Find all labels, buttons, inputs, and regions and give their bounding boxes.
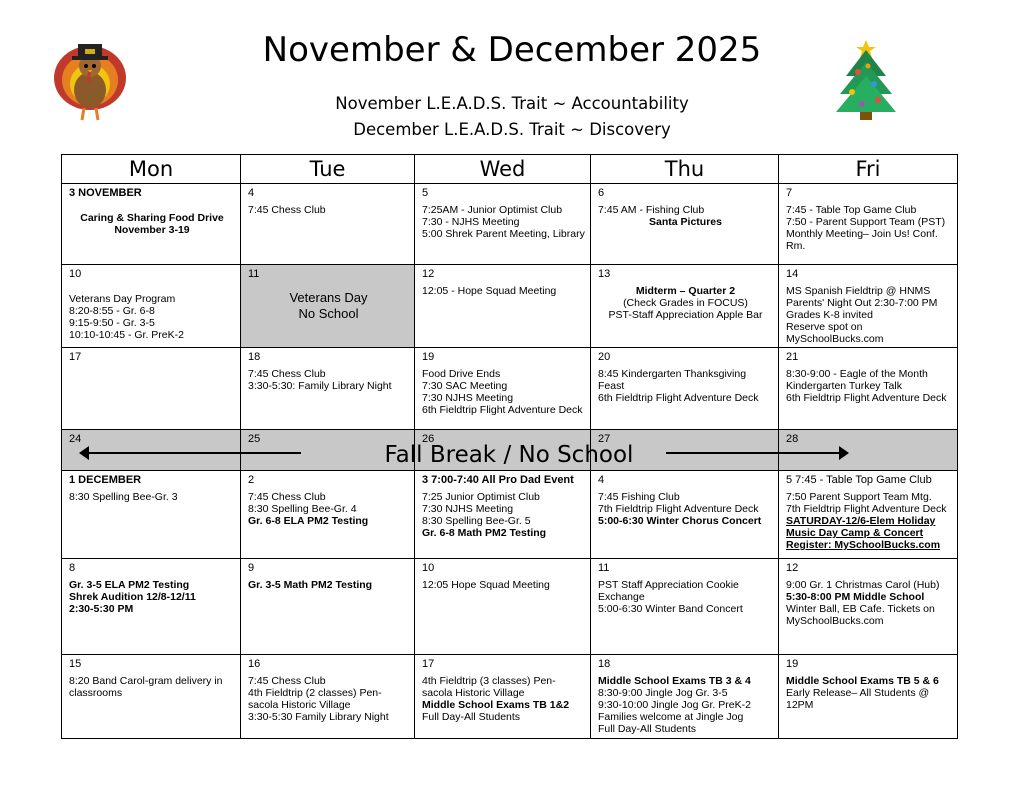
event-line: 7:45 AM - Fishing Club [598,204,705,216]
day-number: 7 [786,187,793,199]
event-line: 8:30 Spelling Bee-Gr. 5 [422,515,531,527]
day-cell [62,655,241,739]
day-number: 17 [69,351,82,363]
weekday-header-fri: Fri [779,155,958,184]
event-line: 5:00-6:30 Winter Band Concert [598,603,743,615]
event-line: 7:25AM - Junior Optimist Club [422,204,563,216]
day-number: 20 [598,351,611,363]
event-line: 4th Fieldtrip (3 classes) Pen- [422,675,556,687]
event-line: 7:30 NJHS Meeting [422,503,514,515]
event-line: Full Day-All Students [422,711,521,723]
day-number: 3 7:00-7:40 All Pro Dad Event [422,474,574,486]
event-line: 7:30 SAC Meeting [422,380,508,392]
day-cell [415,655,591,739]
event-line: 8:30 Spelling Bee-Gr. 3 [69,491,178,503]
day-cell [62,471,241,559]
event-line: 7:45 Chess Club [248,491,326,503]
day-cell [415,471,591,559]
day-number: 21 [786,351,799,363]
event-line: Gr. 6-8 ELA PM2 Testing [248,515,369,527]
day-number: 24 [69,433,82,445]
calendar-table [61,154,958,739]
weekday-header-tue: Tue [241,155,415,184]
fall-break-label: Fall Break / No School [384,441,634,468]
day-number: 18 [598,658,611,670]
week-row [62,559,958,655]
day-number: 13 [598,268,611,280]
day-cell [415,430,591,471]
spacer [69,285,235,293]
event-line: 6th Fieldtrip Flight Adventure Deck [422,404,583,416]
day-cell [591,184,779,265]
event-line: 7th Fieldtrip Flight Adventure Deck [598,503,759,515]
event-line: 7:50 - Parent Support Team (PST) [786,216,946,228]
event-line: 10:10-10:45 - Gr. PreK-2 [69,329,184,341]
weekday-header-wed: Wed [415,155,591,184]
day-cell [591,559,779,655]
day-number: 19 [786,658,799,670]
day-number: 17 [422,658,435,670]
day-number: 3 NOVEMBER [69,187,142,199]
week-row [62,471,958,559]
day-number: 8 [69,562,76,574]
day-number: 26 [422,433,435,445]
day-cell [591,265,779,348]
day-cell [591,655,779,739]
day-cell [779,559,958,655]
event-line: Music Day Camp & Concert [786,527,924,539]
event-line: 7th Fieldtrip Flight Adventure Deck [786,503,947,515]
event-line: Shrek Audition 12/8-12/11 [69,591,196,603]
day-cell [241,559,415,655]
event-line: No School [298,306,359,321]
event-line: 4th Fieldtrip (2 classes) Pen- [248,687,382,699]
event-line: MySchoolBucks.com [786,615,884,627]
event-line: Exchange [598,591,645,603]
event-line: 6th Fieldtrip Flight Adventure Deck [786,392,947,404]
day-cell [241,184,415,265]
event-line: PST Staff Appreciation Cookie [598,579,739,591]
day-number: 5 [422,187,429,199]
event-line: sacola Historic Village [248,699,351,711]
event-line: 5:00-6:30 Winter Chorus Concert [598,515,762,527]
day-cell [779,265,958,348]
event-line: 7:45 Chess Club [248,368,326,380]
event-line: Reserve spot on MySchoolBucks.com [786,321,884,345]
day-cell [779,430,958,471]
event-line: PST-Staff Appreciation Apple Bar [608,309,763,321]
event-line: November 3-19 [114,224,190,236]
day-cell [779,655,958,739]
event-line: Gr. 3-5 Math PM2 Testing [248,579,373,591]
event-line: Register: MySchoolBucks.com [786,539,941,551]
event-line: 7:50 Parent Support Team Mtg. [786,491,932,503]
november-trait: November L.E.A.D.S. Trait ~ Accountability [335,94,689,113]
day-number: 5 7:45 - Table Top Game Club [786,474,932,486]
day-number: 11 [248,268,260,280]
day-number: 15 [69,658,82,670]
event-line: 5:30-8:00 PM Middle School [786,591,925,603]
day-cell [241,265,415,348]
event-line: Monthly Meeting– Join Us! Conf. Rm. [786,228,938,252]
event-line: Families welcome at Jingle Jog [598,711,744,723]
day-cell [779,348,958,430]
week-row [62,184,958,265]
event-line: Santa Pictures [649,216,722,228]
day-number: 10 [69,268,82,280]
event-line: (Check Grades in FOCUS) [623,297,748,309]
day-number: 25 [248,433,261,445]
day-cell [415,559,591,655]
day-cell [241,655,415,739]
event-line: 12:05 Hope Squad Meeting [422,579,550,591]
day-number: 28 [786,433,799,445]
event-line: 8:20 Band Carol-gram delivery in [69,675,223,687]
day-number: 2 [248,474,255,486]
event-line: classrooms [69,687,123,699]
event-line: 7:45 - Table Top Game Club [786,204,917,216]
event-line: Kindergarten Turkey Talk [786,380,902,392]
event-line: Middle School Exams TB 1&2 [422,699,570,711]
event-line: 8:30-9:00 - Eagle of the Month [786,368,928,380]
day-cell [241,430,415,471]
day-cell [62,184,241,265]
spacer [69,204,235,212]
day-number: 18 [248,351,261,363]
day-cell [241,348,415,430]
day-cell [62,430,241,471]
day-cell [62,559,241,655]
day-number: 12 [422,268,435,280]
event-line: 9:30-10:00 Jingle Jog Gr. PreK-2 [598,699,751,711]
event-line: 9:00 Gr. 1 Christmas Carol (Hub) [786,579,940,591]
event-line: 5:00 Shrek Parent Meeting, Library [422,228,585,240]
day-cell [591,348,779,430]
event-line: 2:30-5:30 PM [69,603,134,615]
event-line: 7:45 Chess Club [248,204,326,216]
day-cell [62,265,241,348]
event-line: Middle School Exams TB 5 & 6 [786,675,939,687]
day-cell [62,348,241,430]
event-line: SATURDAY-12/6-Elem Holiday [786,515,936,527]
event-line: Grades K-8 invited [786,309,873,321]
event-line: 7:45 Chess Club [248,675,326,687]
day-cell [779,471,958,559]
event-line: 3:30-5:30: Family Library Night [248,380,392,392]
day-number: 27 [598,433,611,445]
event-line: MS Spanish Fieldtrip @ HNMS [786,285,931,297]
week-row [62,655,958,739]
day-number: 4 [248,187,255,199]
day-cell [779,184,958,265]
day-cell [415,348,591,430]
day-cell [241,471,415,559]
week-row [62,430,958,471]
event-line: 7:30 NJHS Meeting [422,392,514,404]
event-line: 3:30-5:30 Family Library Night [248,711,389,723]
day-number: 12 [786,562,799,574]
day-number: 16 [248,658,261,670]
event-line: Parents' Night Out 2:30-7:00 PM [786,297,938,309]
weekday-header-mon: Mon [62,155,241,184]
event-line: 8:30 Spelling Bee-Gr. 4 [248,503,357,515]
weekday-header-row [62,155,958,184]
day-number: 11 [598,562,610,574]
event-line: 7:30 - NJHS Meeting [422,216,520,228]
event-line: 8:20-8:55 - Gr. 6-8 [69,305,155,317]
event-line: Gr. 6-8 Math PM2 Testing [422,527,547,539]
event-line: 9:15-9:50 - Gr. 3-5 [69,317,155,329]
event-line: Early Release– All Students @ 12PM [786,687,930,711]
event-line: Food Drive Ends [422,368,501,380]
day-number: 19 [422,351,435,363]
page-title: November & December 2025 [262,30,762,70]
day-cell [415,184,591,265]
day-number: 10 [422,562,435,574]
event-line: Midterm – Quarter 2 [635,285,736,297]
event-line: Winter Ball, EB Cafe. Tickets on [786,603,935,615]
event-line: 12:05 - Hope Squad Meeting [422,285,557,297]
event-line: Full Day-All Students [598,723,697,735]
event-line: Caring & Sharing Food Drive [80,212,224,224]
event-line: 8:45 Kindergarten Thanksgiving Feast [598,368,747,392]
day-cell [415,265,591,348]
weekday-header-thu: Thu [591,155,779,184]
event-line: 8:30-9:00 Jingle Jog Gr. 3-5 [598,687,728,699]
day-number: 6 [598,187,605,199]
day-number: 1 DECEMBER [69,474,142,486]
week-row [62,265,958,348]
event-line: Middle School Exams TB 3 & 4 [598,675,751,687]
event-line: Veterans Day Program [69,293,176,305]
event-line: 7:45 Fishing Club [598,491,680,503]
event-line: Veterans Day [289,290,368,305]
day-cell [591,471,779,559]
day-number: 9 [248,562,255,574]
event-line: 7:25 Junior Optimist Club [422,491,540,503]
december-trait: December L.E.A.D.S. Trait ~ Discovery [353,120,671,139]
event-line: Gr. 3-5 ELA PM2 Testing [69,579,190,591]
day-number: 14 [786,268,799,280]
day-cell [591,430,779,471]
week-row [62,348,958,430]
event-line: 6th Fieldtrip Flight Adventure Deck [598,392,759,404]
day-number: 4 [598,474,605,486]
event-line: sacola Historic Village [422,687,525,699]
